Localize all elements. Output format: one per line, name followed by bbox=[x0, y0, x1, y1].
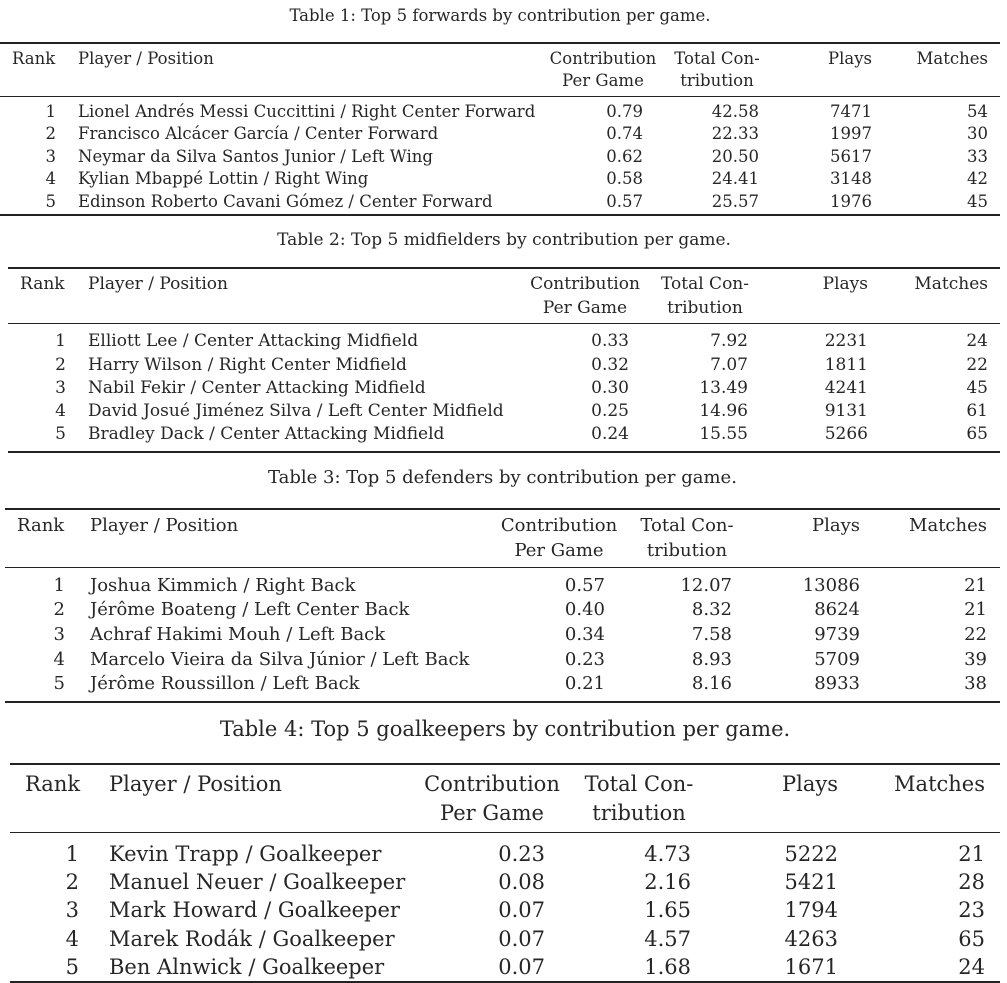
cell-matches: 42 bbox=[967, 169, 988, 188]
cell-contribution-per-game: 0.40 bbox=[564, 599, 605, 620]
top-rule bbox=[0, 42, 1000, 44]
cell-contribution-per-game: 0.23 bbox=[498, 842, 545, 866]
cell-player-position: Neymar da Silva Santos Junior / Left Wing bbox=[78, 147, 433, 166]
header-rank: Rank bbox=[17, 515, 65, 536]
cell-contribution-per-game: 0.34 bbox=[564, 624, 605, 645]
cell-total-contribution: 8.32 bbox=[691, 599, 732, 620]
cell-player-position: Kylian Mbappé Lottin / Right Wing bbox=[78, 169, 369, 188]
cell-rank: 5 bbox=[65, 955, 79, 979]
cell-contribution-per-game: 0.79 bbox=[606, 102, 643, 121]
header-player: Player / Position bbox=[109, 772, 282, 796]
cell-rank: 4 bbox=[55, 401, 66, 421]
cell-total-contribution: 13.49 bbox=[699, 378, 748, 398]
cell-contribution-per-game: 0.07 bbox=[498, 955, 545, 979]
cell-total-contribution: 7.07 bbox=[710, 355, 748, 375]
cell-total-contribution: 7.58 bbox=[691, 624, 732, 645]
cell-total-contribution: 24.41 bbox=[711, 169, 759, 188]
cell-matches: 30 bbox=[967, 124, 988, 143]
header-tribution: tribution bbox=[646, 540, 728, 561]
header-total-con: Total Con- bbox=[661, 274, 749, 294]
cell-rank: 1 bbox=[65, 842, 79, 866]
header-total-con: Total Con- bbox=[584, 772, 694, 796]
header-rank: Rank bbox=[20, 274, 65, 294]
cell-matches: 21 bbox=[964, 599, 987, 620]
cell-contribution-per-game: 0.33 bbox=[591, 331, 629, 351]
cell-rank: 2 bbox=[45, 124, 56, 143]
cell-matches: 61 bbox=[966, 401, 988, 421]
header-per-game: Per Game bbox=[542, 298, 628, 318]
cell-rank: 5 bbox=[53, 673, 65, 694]
cell-contribution-per-game: 0.30 bbox=[591, 378, 629, 398]
bottom-rule bbox=[0, 214, 1000, 216]
header-total-con: Total Con- bbox=[640, 515, 734, 536]
cell-player-position: Kevin Trapp / Goalkeeper bbox=[109, 842, 382, 866]
header-plays: Plays bbox=[827, 49, 872, 68]
header-contribution: Contribution bbox=[530, 274, 640, 294]
top-rule bbox=[10, 763, 1000, 765]
cell-rank: 1 bbox=[53, 575, 65, 596]
cell-matches: 65 bbox=[958, 927, 985, 951]
cell-total-contribution: 22.33 bbox=[711, 124, 759, 143]
cell-total-contribution: 12.07 bbox=[680, 575, 732, 596]
cell-player-position: David Josué Jiménez Silva / Left Center Midfield bbox=[88, 401, 504, 421]
table-midfielders bbox=[8, 225, 1000, 455]
bottom-rule bbox=[8, 451, 1000, 453]
cell-plays: 9131 bbox=[824, 401, 868, 421]
cell-player-position: Marek Rodák / Goalkeeper bbox=[109, 927, 395, 951]
cell-player-position: Nabil Fekir / Center Attacking Midfield bbox=[88, 378, 426, 398]
cell-plays: 5617 bbox=[830, 147, 872, 166]
cell-plays: 5222 bbox=[784, 842, 838, 866]
cell-contribution-per-game: 0.07 bbox=[498, 898, 545, 922]
header-total-con: Total Con- bbox=[674, 49, 760, 68]
header-rule bbox=[8, 323, 1000, 324]
cell-contribution-per-game: 0.21 bbox=[564, 673, 605, 694]
header-rank: Rank bbox=[12, 49, 56, 68]
cell-contribution-per-game: 0.25 bbox=[591, 401, 629, 421]
header-per-game: Per Game bbox=[514, 540, 604, 561]
header-matches: Matches bbox=[914, 274, 988, 294]
cell-rank: 2 bbox=[55, 355, 66, 375]
cell-player-position: Marcelo Vieira da Silva Júnior / Left Back bbox=[90, 649, 470, 670]
header-player: Player / Position bbox=[78, 49, 214, 68]
cell-rank: 3 bbox=[55, 378, 66, 398]
cell-total-contribution: 4.57 bbox=[644, 927, 691, 951]
cell-plays: 7471 bbox=[830, 102, 872, 121]
table-goalkeepers bbox=[10, 713, 1000, 983]
cell-matches: 22 bbox=[966, 355, 988, 375]
table-caption: Table 3: Top 5 defenders by contribution per game. bbox=[268, 467, 737, 488]
header-tribution: tribution bbox=[592, 801, 686, 825]
cell-plays: 3148 bbox=[830, 169, 872, 188]
table-defenders bbox=[5, 463, 1000, 706]
cell-total-contribution: 15.55 bbox=[699, 424, 748, 444]
cell-contribution-per-game: 0.24 bbox=[591, 424, 629, 444]
cell-total-contribution: 20.50 bbox=[711, 147, 759, 166]
header-player: Player / Position bbox=[90, 515, 239, 536]
cell-matches: 21 bbox=[958, 842, 985, 866]
cell-rank: 2 bbox=[65, 870, 79, 894]
header-contribution: Contribution bbox=[549, 49, 657, 68]
cell-rank: 3 bbox=[53, 624, 65, 645]
cell-rank: 5 bbox=[55, 424, 66, 444]
cell-matches: 23 bbox=[958, 898, 985, 922]
cell-matches: 24 bbox=[966, 331, 988, 351]
header-rule bbox=[10, 832, 1000, 833]
header-contribution: Contribution bbox=[424, 772, 560, 796]
header-player: Player / Position bbox=[88, 274, 228, 294]
cell-player-position: Manuel Neuer / Goalkeeper bbox=[109, 870, 406, 894]
table-forwards bbox=[0, 0, 1000, 218]
header-plays: Plays bbox=[781, 772, 838, 796]
cell-rank: 4 bbox=[65, 927, 79, 951]
cell-total-contribution: 4.73 bbox=[644, 842, 691, 866]
cell-contribution-per-game: 0.07 bbox=[498, 927, 545, 951]
cell-matches: 24 bbox=[958, 955, 985, 979]
cell-rank: 1 bbox=[45, 102, 56, 121]
top-rule bbox=[5, 508, 1000, 510]
header-rule bbox=[5, 567, 1000, 568]
cell-plays: 5266 bbox=[824, 424, 868, 444]
cell-matches: 28 bbox=[958, 870, 985, 894]
cell-matches: 39 bbox=[964, 649, 987, 670]
cell-player-position: Mark Howard / Goalkeeper bbox=[109, 898, 400, 922]
cell-rank: 1 bbox=[55, 331, 66, 351]
cell-total-contribution: 8.16 bbox=[691, 673, 732, 694]
cell-total-contribution: 2.16 bbox=[644, 870, 691, 894]
header-plays: Plays bbox=[822, 274, 868, 294]
cell-matches: 21 bbox=[964, 575, 987, 596]
header-plays: Plays bbox=[811, 515, 860, 536]
cell-contribution-per-game: 0.57 bbox=[606, 192, 643, 211]
cell-player-position: Lionel Andrés Messi Cuccittini / Right Center Forward bbox=[78, 102, 536, 121]
header-contribution: Contribution bbox=[500, 515, 618, 536]
top-rule bbox=[8, 267, 1000, 269]
cell-matches: 45 bbox=[967, 192, 988, 211]
cell-rank: 4 bbox=[45, 169, 56, 188]
header-rank: Rank bbox=[25, 772, 81, 796]
cell-total-contribution: 1.65 bbox=[644, 898, 691, 922]
table-caption: Table 1: Top 5 forwards by contribution per game. bbox=[289, 6, 711, 25]
cell-total-contribution: 14.96 bbox=[699, 401, 748, 421]
cell-player-position: Achraf Hakimi Mouh / Left Back bbox=[90, 624, 386, 645]
header-matches: Matches bbox=[894, 772, 985, 796]
cell-rank: 3 bbox=[65, 898, 79, 922]
cell-player-position: Joshua Kimmich / Right Back bbox=[90, 575, 356, 596]
header-tribution: tribution bbox=[680, 71, 754, 90]
cell-plays: 5421 bbox=[784, 870, 838, 894]
header-tribution: tribution bbox=[667, 298, 743, 318]
cell-total-contribution: 7.92 bbox=[710, 331, 748, 351]
cell-player-position: Jérôme Boateng / Left Center Back bbox=[90, 599, 410, 620]
cell-contribution-per-game: 0.74 bbox=[606, 124, 643, 143]
cell-plays: 5709 bbox=[814, 649, 860, 670]
header-matches: Matches bbox=[909, 515, 987, 536]
cell-rank: 3 bbox=[45, 147, 56, 166]
cell-plays: 4263 bbox=[784, 927, 838, 951]
bottom-rule bbox=[5, 701, 1000, 703]
cell-matches: 38 bbox=[964, 673, 987, 694]
cell-plays: 8624 bbox=[814, 599, 860, 620]
cell-matches: 65 bbox=[966, 424, 988, 444]
header-per-game: Per Game bbox=[440, 801, 544, 825]
table-caption: Table 2: Top 5 midfielders by contribution per game. bbox=[277, 230, 731, 250]
cell-rank: 2 bbox=[53, 599, 65, 620]
cell-matches: 45 bbox=[966, 378, 988, 398]
cell-player-position: Francisco Alcácer García / Center Forward bbox=[78, 124, 439, 143]
table-caption: Table 4: Top 5 goalkeepers by contribution per game. bbox=[219, 717, 791, 741]
header-rule bbox=[0, 96, 1000, 97]
cell-rank: 5 bbox=[45, 192, 56, 211]
header-per-game: Per Game bbox=[562, 71, 644, 90]
cell-plays: 4241 bbox=[824, 378, 868, 398]
cell-player-position: Edinson Roberto Cavani Gómez / Center Forward bbox=[78, 192, 493, 211]
cell-contribution-per-game: 0.58 bbox=[606, 169, 643, 188]
cell-contribution-per-game: 0.62 bbox=[606, 147, 643, 166]
cell-total-contribution: 42.58 bbox=[711, 102, 759, 121]
cell-plays: 1671 bbox=[784, 955, 838, 979]
cell-plays: 9739 bbox=[814, 624, 860, 645]
cell-player-position: Jérôme Roussillon / Left Back bbox=[90, 673, 360, 694]
cell-rank: 4 bbox=[53, 649, 65, 670]
cell-plays: 1997 bbox=[830, 124, 872, 143]
cell-player-position: Harry Wilson / Right Center Midfield bbox=[88, 355, 407, 375]
cell-matches: 22 bbox=[964, 624, 987, 645]
cell-total-contribution: 25.57 bbox=[711, 192, 759, 211]
cell-plays: 8933 bbox=[814, 673, 860, 694]
cell-player-position: Bradley Dack / Center Attacking Midfield bbox=[88, 424, 445, 444]
cell-contribution-per-game: 0.57 bbox=[564, 575, 605, 596]
cell-plays: 1794 bbox=[784, 898, 838, 922]
cell-contribution-per-game: 0.23 bbox=[564, 649, 605, 670]
cell-plays: 13086 bbox=[802, 575, 860, 596]
header-matches: Matches bbox=[916, 49, 988, 68]
cell-player-position: Elliott Lee / Center Attacking Midfield bbox=[88, 331, 419, 351]
cell-matches: 54 bbox=[967, 102, 988, 121]
cell-plays: 1811 bbox=[824, 355, 868, 375]
cell-contribution-per-game: 0.32 bbox=[591, 355, 629, 375]
cell-plays: 2231 bbox=[824, 331, 868, 351]
cell-contribution-per-game: 0.08 bbox=[498, 870, 545, 894]
cell-total-contribution: 8.93 bbox=[691, 649, 732, 670]
cell-total-contribution: 1.68 bbox=[644, 955, 691, 979]
cell-player-position: Ben Alnwick / Goalkeeper bbox=[109, 955, 385, 979]
cell-plays: 1976 bbox=[830, 192, 872, 211]
cell-matches: 33 bbox=[967, 147, 988, 166]
